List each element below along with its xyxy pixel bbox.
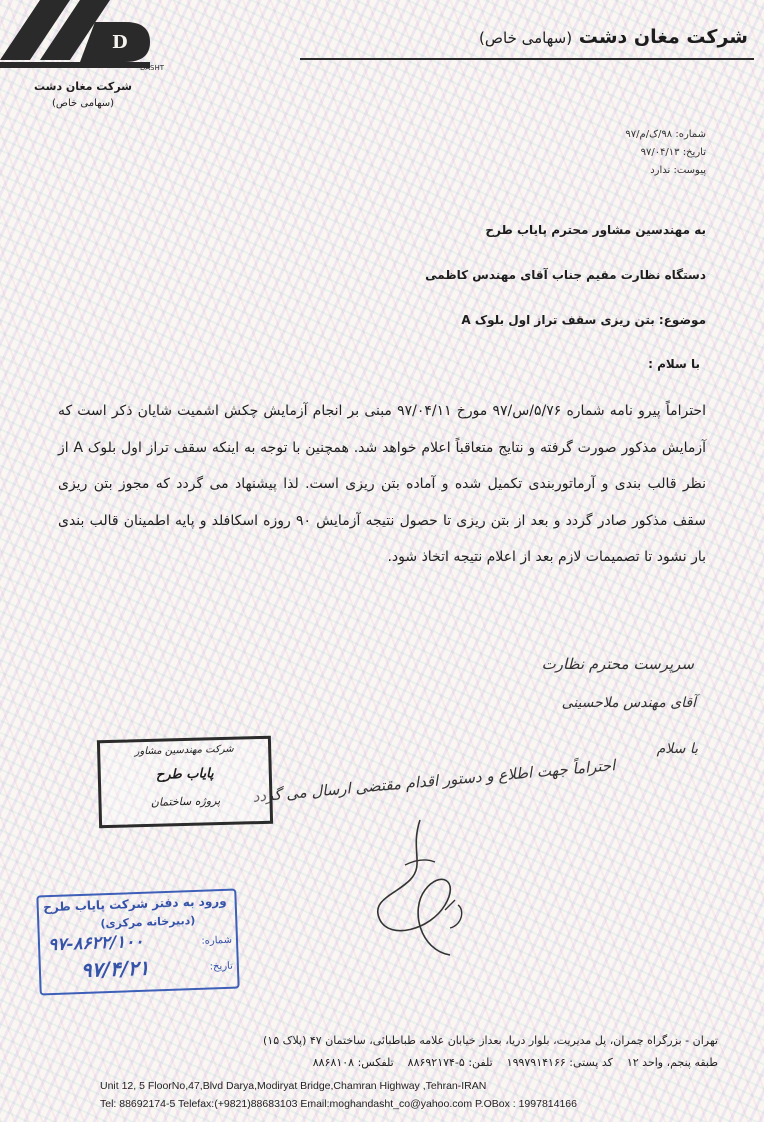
receipt-date-value: ۹۷/۴/۲۱ bbox=[80, 955, 150, 983]
svg-text:D: D bbox=[112, 32, 128, 53]
receipt-stamp-subtitle: (دبیرخانه مرکزی) bbox=[100, 913, 196, 931]
footer-address-en: Unit 12, 5 FloorNo,47,Blvd Darya,Modiryat Bridge,Chamran Highway ,Tehran-IRAN bbox=[100, 1080, 487, 1092]
receipt-date-label: تاریخ: bbox=[209, 960, 234, 973]
supervision-line: دستگاه نظارت مقیم جناب آقای مهندس کاظمی bbox=[425, 268, 706, 282]
letter-attachment: پیوست: ندارد bbox=[650, 165, 706, 176]
logo-caption-name: شرکت مغان دشت bbox=[33, 80, 132, 93]
footer-unit: طبقه پنجم، واحد ۱۲ bbox=[626, 1056, 718, 1069]
subject-line: موضوع: بتن ریزی سقف تراز اول بلوک A bbox=[461, 313, 706, 327]
footer-contact-en: Tel: 88692174-5 Telefax:(+9821)88683103 Email:moghandasht_co@yahoo.com P.OBox : 1997814166 bbox=[100, 1098, 577, 1110]
svg-text:DASHT: DASHT bbox=[140, 64, 165, 72]
letter-meta bbox=[625, 126, 706, 180]
greeting: با سلام : bbox=[648, 357, 700, 371]
footer-address: تهران - بزرگراه چمران، پل مدیریت، بلوار دریا، بعداز خیابان علامه طباطبائی، ساختمان ۴۷ (پلاک ۱۵) bbox=[263, 1034, 718, 1047]
letter-number: شماره: ۹۸/ک/م/۹۷ bbox=[625, 129, 706, 140]
footer-phone: تلفن: ۵-۸۸۶۹۲۱۷۴ bbox=[407, 1056, 493, 1069]
receipt-stamp bbox=[36, 889, 239, 996]
header-rule bbox=[300, 58, 754, 60]
letter-body: احتراماً پیرو نامه شماره ۵/۷۶/س/۹۷ مورخ ۹۷/۰۴/۱۱ مبنی بر انجام آزمایش چکش اشمیت شایان ذکر است که آزمایش مذکور صورت گرفته و نتایج متعاقباً اعلام خواهد شد. همچنین با توجه به اینکه سقف تراز اول بلوک A از نظر قالب بندی و آرماتوربندی تکمیل شده و آماده بتن ریزی است. لذا پیشنهاد می گردد که مجوز بتن ریزی سقف مذکور صادر گردد و بعد از بتن ریزی تا حصول نتیجه آزمایش ۹۰ روزه اسکافلد و پایه اطمینان قالب بندی بار نشود تا تصمیمات لازم بعد از اعلام نتیجه اتخاذ شود. bbox=[58, 403, 706, 565]
company-name: شرکت مغان دشت bbox=[578, 26, 748, 48]
logo-caption-type: (سهامی خاص) bbox=[51, 98, 115, 109]
footer-fax: تلفکس: ۸۸۶۸۱۰۸ bbox=[312, 1056, 394, 1069]
handwritten-addressee: سرپرست محترم نظارت bbox=[541, 655, 694, 673]
recipient-line: به مهندسین مشاور محترم پایاب طرح bbox=[485, 223, 706, 237]
handwritten-instruction: احتراماً جهت اطلاع و دستور اقدام مقتضی ارسال می گردد bbox=[251, 756, 617, 806]
receipt-number-label: شماره: bbox=[201, 934, 233, 947]
stamp-line-2: پایاب طرح bbox=[155, 766, 214, 783]
footer-postal: کد پستی: ۱۹۹۷۹۱۴۱۶۶ bbox=[506, 1056, 613, 1069]
handwritten-name: آقای مهندس ملاحسینی bbox=[561, 695, 696, 711]
company-header bbox=[479, 26, 748, 48]
receipt-number-value: ۹۷-۸۶۲۲/۱۰۰ bbox=[47, 931, 144, 956]
signature-icon bbox=[350, 810, 490, 960]
stamp-line-3: پروژه ساختمان bbox=[150, 794, 221, 809]
handwritten-greeting: با سلام bbox=[656, 741, 698, 757]
receipt-stamp-title: ورود به دفتر شرکت پایاب طرح bbox=[43, 893, 227, 915]
letter-date: تاریخ: ۹۷/۰۴/۱۳ bbox=[640, 147, 706, 158]
footer-contacts bbox=[313, 1056, 718, 1069]
stamp-line-1: شرکت مهندسین مشاور bbox=[134, 743, 234, 758]
company-stamp bbox=[97, 736, 273, 829]
company-type: (سهامی خاص) bbox=[479, 29, 573, 47]
